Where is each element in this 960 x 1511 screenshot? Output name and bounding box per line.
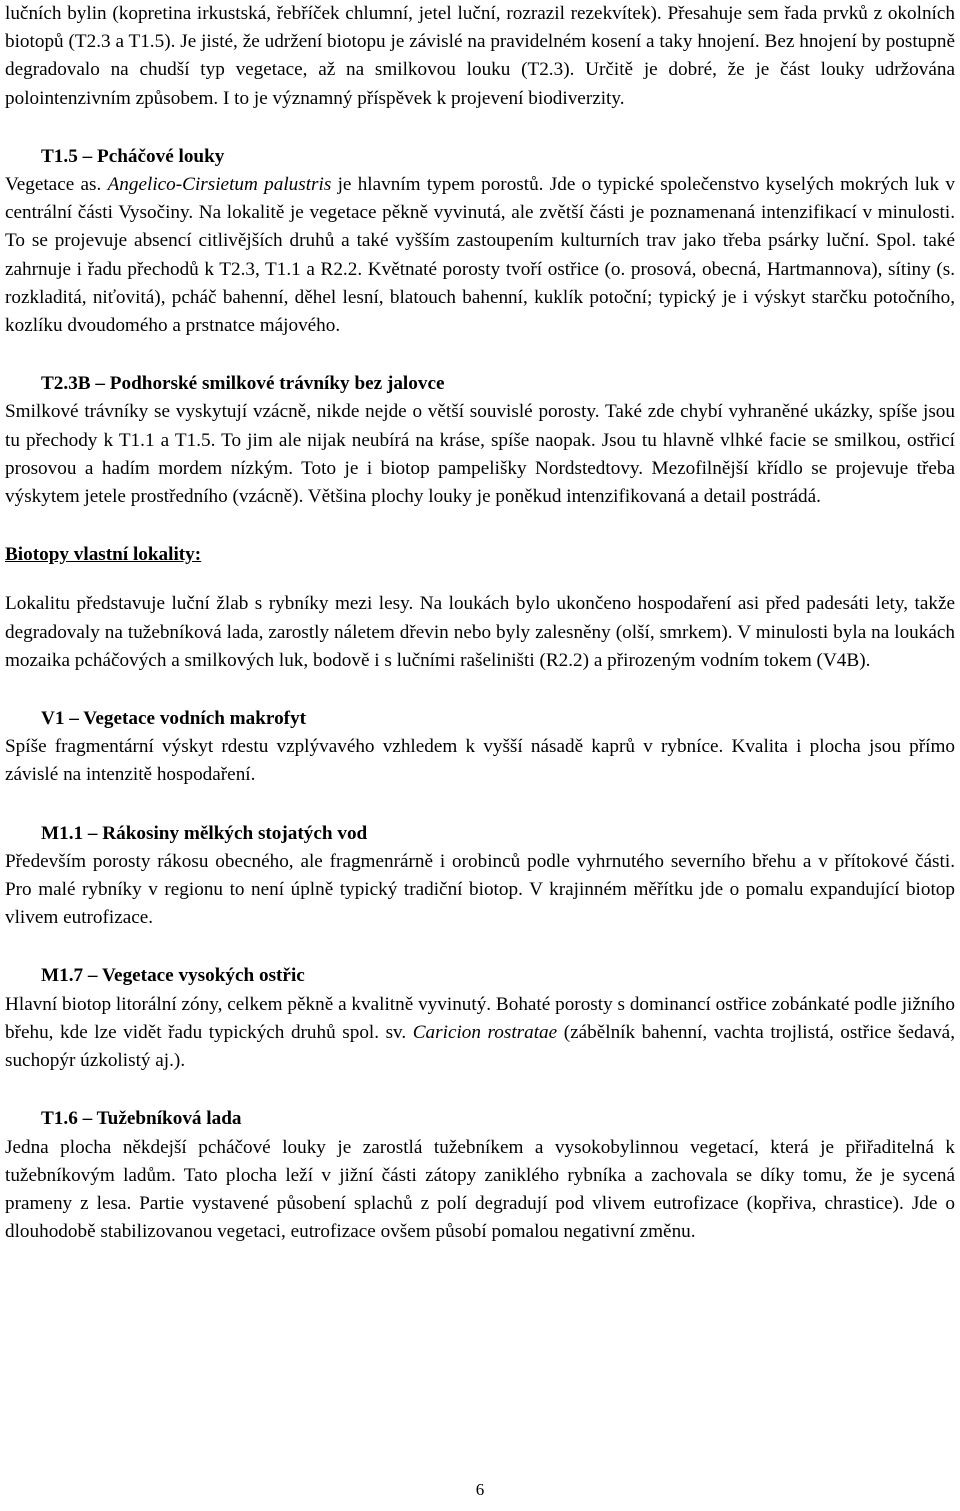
section-code: M1.7 [41,965,84,987]
text-run: Vegetace as. [5,174,108,196]
section-t1-6 [5,1105,955,1246]
section-title: Rákosiny mělkých stojatých vod [102,822,368,844]
section-code: V1 [41,708,65,730]
text-run: je hlavním typem porostů. Jde o typické společenstvo kyselých mokrých luk v centrální části Vysočiny. Na lokalitě je vegetace pěkně vyvinutá, ale zvětší části je poznamenaná intenzifikací v minulosti. To se projevuje absencí citlivějších druhů a také vyšším zastoupením kulturních trav jako třeba psárky luční. Spol. také zahrnuje i řadu přechodů k T2.3, T1.1 a R2.2. Květnaté porosty tvoří ostřice (o. prosová, obecná, Hartmannova), sítiny (s. rozkladitá, niťovitá), pcháč bahenní, děhel lesní, blatouch bahenní, kuklík potoční; typický je i výskyt starčku potočního, kozlíku dvoudomého a prstnatce májového. [5,174,955,337]
section-dash: – [69,708,79,730]
section-paragraph: Především porosty rákosu obecného, ale fragmenrárně i orobinců podle vyhrnutého severního břehu a v přítokové části. Pro malé rybníky v regionu to není úplně typický tradiční biotop. V krajinném měřítku jde o pomalu expandující biotop vlivem eutrofizace. [5,850,955,929]
section-m1-7 [5,962,955,1075]
section-local-biotopes [5,541,955,675]
text-run: Hlavní biotop litorální zóny, celkem pěkně a kvalitně vyvinutý. Bohaté porosty s dominancí ostřice zobánkaté podle jižního břehu, kde lze vidět řadu typických druhů spol. sv. [5,993,955,1043]
section-heading [5,143,955,171]
section-heading [5,820,955,848]
section-t1-5 [5,143,955,340]
document-page [5,0,955,1246]
section-heading [5,705,955,733]
section-paragraph: Spíše fragmentární výskyt rdestu vzplývavého vzhledem k vyšší násadě kaprů v rybníce. Kvalita i plocha jsou přímo závislé na intenzitě hospodaření. [5,736,955,786]
italic-term: Caricion rostratae [412,1021,558,1043]
section-code: T1.5 [41,145,78,167]
section-title: Pcháčové louky [96,145,225,167]
section-code: T2.3B [41,373,91,395]
section-t2-3b [5,370,955,511]
section-title: Tužebníková lada [96,1108,242,1130]
text-run: (zábělník bahenní, vachta trojlistá, ostřice šedavá, suchopýr úzkolistý aj.). [5,1021,955,1072]
section-title: Podhorské smilkové trávníky bez jalovce [109,373,445,395]
section-code: M1.1 [41,822,84,844]
section-paragraph: Smilkové trávníky se vyskytují vzácně, nikde nejde o větší souvislé porosty. Také zde chybí vyhraněné ukázky, spíše jsou tu přechody k T1.1 a T1.5. To jim ale nijak neubírá na kráse, spíše naopak. Jsou tu hlavně vlhké facie se smilkou, ostřicí prosovou a hadím mordem nízkým. Toto je i biotop pampelišky Nordstedtovy. Mezofilnější křídlo se projevuje třeba výskytem jetele prostředního (vzácně). Většina plochy louky je poněkud intenzifikovaná a detail postrádá. [5,401,955,508]
section-paragraph [5,171,955,340]
section-paragraph [5,991,955,1076]
section-dash: – [87,822,98,844]
local-heading: Biotopy vlastní lokality: [5,544,202,566]
section-paragraph: Jedna plocha někdejší pcháčové louky je zarostlá tužebníkem a vysokobylinnou vegetací, která je přiřaditelná k tužebníkovým ladům. Tato plocha leží v jižní části zátopy zaniklého rybníka a zachovala se díky tomu, že je sycená prameny z lesa. Partie vystavené působení splachů z polí degradují pod vlivem eutrofizace (kopřiva, chrastice). Jde o dlouhodobě stabilizovanou vegetaci, eutrofizace ovšem působí pomalou negativní změnu. [5,1136,955,1243]
section-m1-1 [5,820,955,933]
section-title: Vegetace vysokých ostřic [101,965,305,987]
italic-term: Angelico-Cirsietum palustris [107,174,332,196]
section-heading [5,962,955,990]
page-number: 6 [475,1480,485,1499]
section-dash: – [87,965,98,987]
section-heading [5,1105,955,1133]
section-heading [5,370,955,398]
section-code: T1.6 [41,1108,78,1130]
section-dash: – [82,1108,93,1130]
section-title: Vegetace vodních makrofyt [83,708,307,730]
section-v1 [5,705,955,790]
section-dash: – [95,373,105,395]
section-dash: – [82,145,93,167]
intro-paragraph: lučních bylin (kopretina irkustská, řebříček chlumní, jetel luční, rozrazil rezekvítek). Přesahuje sem řada prvků z okolních biotopů (T2.3 a T1.5). Je jisté, že udržení biotopu je závislé na pravidelném kosení a taky hnojení. Bez hnojení by postupně degradovalo na chudší typ vegetace, až na smilkovou louku (T2.3). Určitě je dobré, že je část louky udržována polointenzivním způsobem. I to je významný příspěvek k projevení biodiverzity. [5,3,955,109]
local-paragraph: Lokalitu představuje luční žlab s rybníky mezi lesy. Na loukách bylo ukončeno hospodaření asi před padesáti lety, takže degradovaly na tužebníková lada, zarostly náletem dřevin nebo byly zalesněny (olší, smrkem). V minulosti byla na loukách mozaika pcháčových a smilkových luk, bodově i s lučními rašeliništi (R2.2) a přirozeným vodním tokem (V4B). [5,593,955,671]
